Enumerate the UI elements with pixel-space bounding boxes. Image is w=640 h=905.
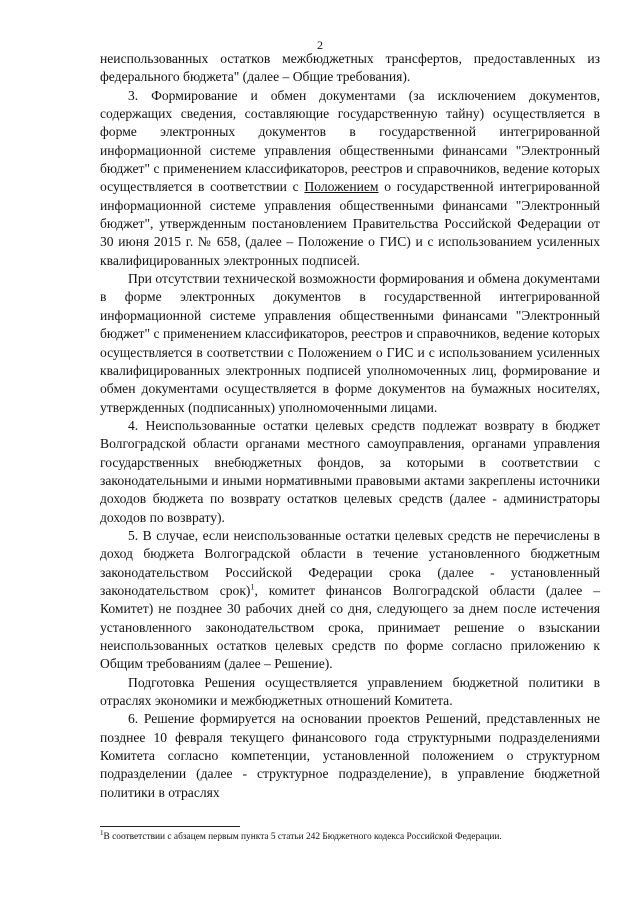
footnote-mark: 1 [100, 828, 104, 837]
paragraph-6: 6. Решение формируется на основании проектов Решений, представленных не позднее 10 февраля текущего финансового года структурными подразделениями Комитета согласно компетенции, установленной положением о структурном подразделении (далее - структурное подразделение), в управление бюджетной политики в отраслях [100, 711, 600, 800]
footnote-divider [100, 826, 240, 827]
paragraph-3-text-start: 3. Формирование и обмен документами (за исключением документов, содержащих сведения, составляющие государственную тайну) осуществляется в форме электронных документов в государственной интегрированной информационной системе управления общественными финансами "Электронный бюджет" с применением классификаторов, реестров и справочников, ведение которых осуществляется в соответствии с [100, 87, 600, 195]
document-body [100, 50, 600, 802]
footnote [100, 828, 600, 843]
paragraph-5-text-start: 5. В случае, если неиспользованные остатки целевых средств не перечислены в доход бюджета Волгоградской области в течение установленного бюджетным законодательством Российской Федерации срока (далее - установленный законодательством срок) [100, 527, 600, 598]
paragraph-4: 4. Неиспользованные остатки целевых средств подлежат возврату в бюджет Волгоградской области органами местного самоуправления, органами управления государственных внебюджетных фондов, за которыми в соответствии с законодательными и иными нормативными правовыми актами закреплены источники доходов бюджета по возврату остатков целевых средств (далее - администраторы доходов по возврату). [100, 417, 600, 525]
page-number: 2 [317, 38, 323, 52]
regulation-link[interactable]: Положением [304, 179, 379, 195]
paragraph-3-continued: При отсутствии технической возможности формирования и обмена документами в форме электронных документов в государственной интегрированной информационной системе управления общественными финансами "Электронный бюджет" с применением классификаторов, реестров и справочников, ведение которых осуществляется в соответствии с Положением о ГИС и с использованием усиленных квалифицированных электронных подписей уполномоченных лиц, формирование и обмен документами осуществляется в форме документов на бумажных носителях, утвержденных (подписанных) уполномоченными лицами. [100, 271, 600, 415]
paragraph-continuation: неиспользованных остатков межбюджетных трансфертов, предоставленных из федерального бюджета" (далее – Общие требования). [100, 51, 600, 85]
paragraph-3 [100, 87, 600, 270]
footnote-reference: 1 [250, 582, 255, 592]
paragraph-5 [100, 527, 600, 674]
paragraph-5-text-end: , комитет финансов Волгоградской области (далее – Комитет) не позднее 30 рабочих дней со дня, следующего за днем после истечения установленного законодательством срока, принимает решение о взыскании неиспользованных остатков целевых средств по форме согласно приложению к Общим требованиям (далее – Решение). [100, 582, 600, 672]
paragraph-5-continued: Подготовка Решения осуществляется управлением бюджетной политики в отраслях экономики и межбюджетных отношений Комитета. [100, 674, 600, 709]
paragraph-3-text-end: о государственной интегрированной информационной системе управления общественными финансами "Электронный бюджет", утвержденным постановлением Правительства Российской Федерации от 30 июня 2015 г. № 658, (далее – Положение о ГИС) и с использованием усиленных квалифицированных электронных подписей. [100, 179, 600, 268]
footnote-text: В соответствии с абзацем первым пункта 5 статьи 242 Бюджетного кодекса Российской Федерации. [103, 832, 502, 842]
